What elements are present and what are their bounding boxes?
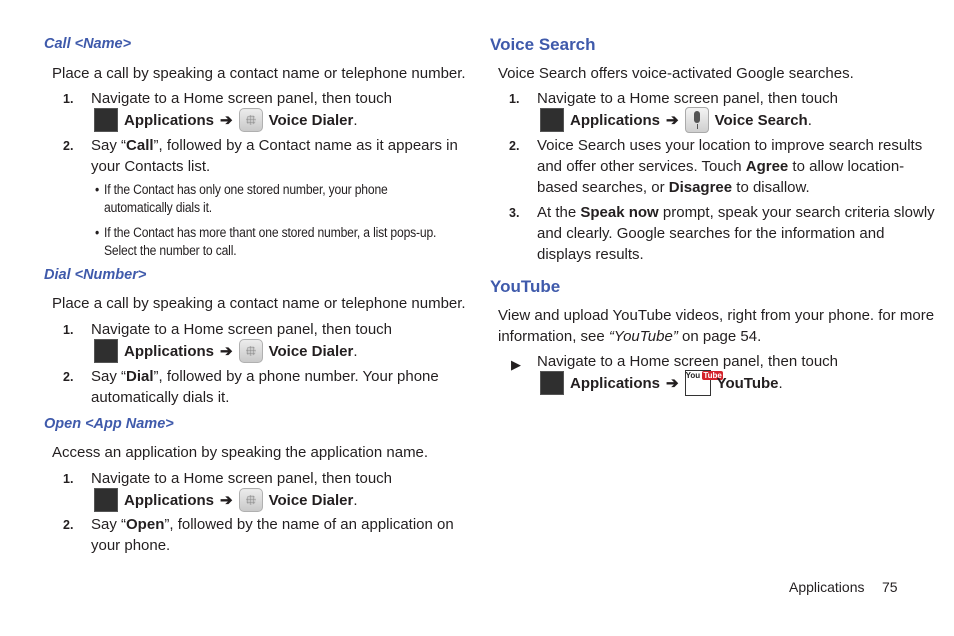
- youtube-intro-line-1: View and upload YouTube videos, right from your phone. for more: [498, 307, 935, 324]
- applications-grid-icon: [94, 339, 118, 363]
- voice-search-label: Voice Search: [714, 111, 808, 129]
- youtube-reference[interactable]: “YouTube”: [608, 328, 678, 345]
- applications-label: Applications: [124, 491, 215, 509]
- applications-grid-icon: [540, 108, 564, 132]
- youtube-intro-line-2: information, see “YouTube” on page 54.: [498, 328, 762, 345]
- voice-dialer-icon: [239, 488, 263, 512]
- arrow-icon: ➔: [220, 112, 233, 129]
- call-bullet-2: • If the Contact has more thant one stored number, a list pops-up. Select the number to call.: [95, 225, 437, 258]
- bullet-arrow-icon: ▶: [511, 357, 521, 372]
- voice-dialer-icon: [239, 339, 263, 363]
- open-keyword: Open: [126, 516, 165, 533]
- youtube-label: YouTube: [716, 374, 779, 392]
- speak-now-keyword: Speak now: [580, 204, 659, 221]
- call-intro: Place a call by speaking a contact name or telephone number.: [52, 65, 466, 82]
- dial-step-1-path: Applications ➔ Voice Dialer .: [94, 339, 358, 363]
- dial-intro: Place a call by speaking a contact name or telephone number.: [52, 295, 466, 312]
- step-number: 1.: [63, 323, 74, 337]
- step-text: Navigate to a Home screen panel, then touch: [91, 90, 393, 107]
- footer-section: Applications: [789, 579, 865, 595]
- applications-label: Applications: [570, 111, 661, 129]
- voice-step-1-path: Applications ➔ Voice Search .: [540, 107, 812, 133]
- voice-dialer-label: Voice Dialer: [268, 342, 354, 360]
- voice-dialer-label: Voice Dialer: [268, 111, 354, 129]
- voice-dialer-label: Voice Dialer: [268, 491, 354, 509]
- disagree-keyword: Disagree: [668, 179, 733, 196]
- arrow-icon: ➔: [666, 375, 679, 392]
- step-number: 2.: [509, 139, 520, 153]
- arrow-icon: ➔: [220, 492, 233, 509]
- call-bullet-1: • If the Contact has only one stored number, your phone automatically dials it.: [95, 182, 388, 215]
- microphone-icon: [685, 107, 709, 133]
- step-number: 3.: [509, 206, 520, 220]
- applications-label: Applications: [570, 374, 661, 392]
- applications-grid-icon: [94, 488, 118, 512]
- youtube-step-path: Applications ➔ You Tube YouTube .: [540, 370, 783, 396]
- call-name-heading: Call <Name>: [44, 36, 132, 52]
- agree-keyword: Agree: [745, 158, 789, 175]
- open-step-1-path: Applications ➔ Voice Dialer .: [94, 488, 358, 512]
- voice-dialer-icon: [239, 108, 263, 132]
- step-number: 1.: [509, 92, 520, 106]
- voice-search-intro: Voice Search offers voice-activated Google searches.: [498, 65, 854, 82]
- step-number: 2.: [63, 370, 74, 384]
- call-step-1-path: Applications ➔ Voice Dialer .: [94, 108, 358, 132]
- arrow-icon: ➔: [220, 343, 233, 360]
- applications-grid-icon: [540, 371, 564, 395]
- open-intro: Access an application by speaking the application name.: [52, 444, 429, 461]
- dial-keyword: Dial: [126, 368, 154, 385]
- dial-number-heading: Dial <Number>: [44, 267, 147, 283]
- page-number: 75: [882, 579, 898, 595]
- step-number: 1.: [63, 92, 74, 106]
- call-keyword: Call: [126, 137, 154, 154]
- step-number: 2.: [63, 518, 74, 532]
- voice-search-heading: Voice Search: [490, 35, 596, 54]
- youtube-icon: You Tube: [685, 370, 711, 396]
- applications-label: Applications: [124, 111, 215, 129]
- step-number: 2.: [63, 139, 74, 153]
- applications-grid-icon: [94, 108, 118, 132]
- applications-label: Applications: [124, 342, 215, 360]
- arrow-icon: ➔: [666, 112, 679, 129]
- youtube-heading: YouTube: [490, 277, 561, 296]
- open-app-heading: Open <App Name>: [44, 416, 174, 432]
- step-number: 1.: [63, 472, 74, 486]
